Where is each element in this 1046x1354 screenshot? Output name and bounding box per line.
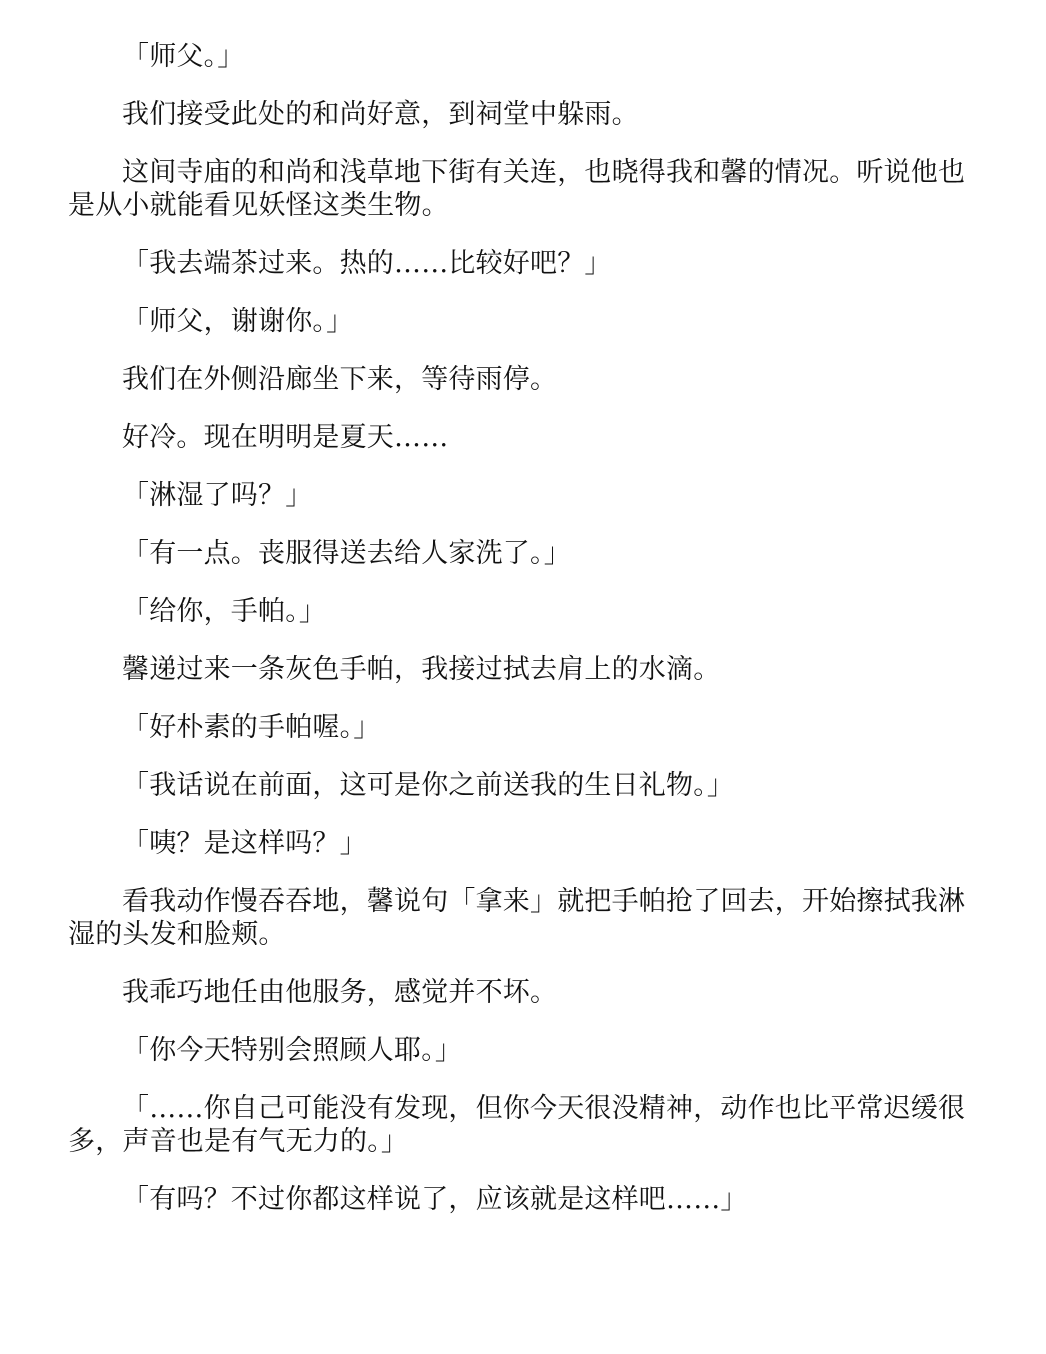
paragraph: 「师父。」 (122, 41, 245, 72)
paragraph: 我们接受此处的和尚好意，到祠堂中躲雨。 (122, 99, 639, 130)
paragraph: 「我话说在前面，这可是你之前送我的生日礼物。」 (122, 770, 735, 801)
paragraph: 我乖巧地任由他服务，感觉并不坏。 (122, 977, 558, 1008)
paragraph: 「……你自己可能没有发现，但你今天很没精神，动作也比平常迟缓很多，声音也是有气无力的。」 (68, 1093, 966, 1157)
paragraph: 「好朴素的手帕喔。」 (122, 712, 381, 743)
paragraph: 看我动作慢吞吞地，馨说句「拿来」就把手帕抢了回去，开始擦拭我淋湿的头发和脸颊。 (68, 886, 966, 950)
paragraph: 我们在外侧沿廊坐下来，等待雨停。 (122, 364, 558, 395)
paragraph: 「有一点。丧服得送去给人家洗了。」 (122, 538, 571, 569)
body-text (68, 40, 978, 1241)
paragraph: 「我去端茶过来。热的……比较好吧？」 (122, 248, 612, 279)
paragraph: 馨递过来一条灰色手帕，我接过拭去肩上的水滴。 (122, 654, 721, 685)
paragraph: 这间寺庙的和尚和浅草地下街有关连，也晓得我和馨的情况。听说他也是从小就能看见妖怪这类生物。 (68, 157, 966, 221)
paragraph: 「淋湿了吗？」 (122, 480, 313, 511)
paragraph: 「给你，手帕。」 (122, 596, 327, 627)
paragraph: 「有吗？不过你都这样说了，应该就是这样吧……」 (122, 1184, 748, 1215)
paragraph: 好冷。现在明明是夏天…… (122, 422, 449, 453)
paragraph: 「咦？是这样吗？」 (122, 828, 367, 859)
paragraph: 「师父，谢谢你。」 (122, 306, 354, 337)
paragraph: 「你今天特别会照顾人耶。」 (122, 1035, 463, 1066)
